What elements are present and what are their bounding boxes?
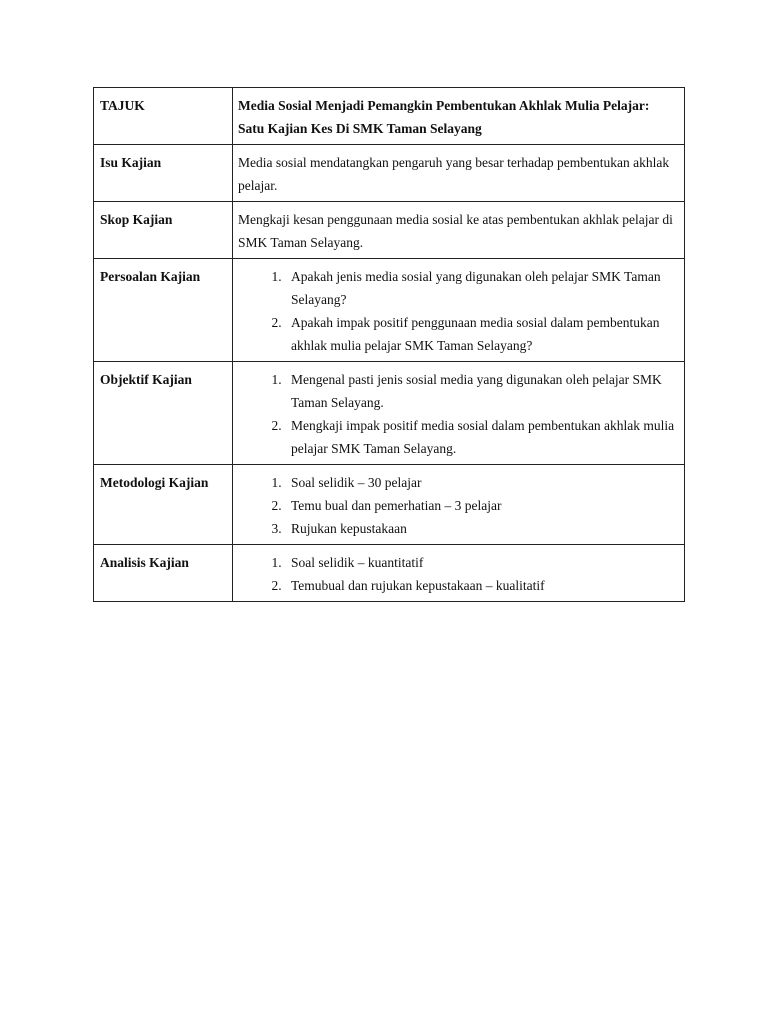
list-item: 2. Apakah impak positif penggunaan media sosial dalam pembentukan akhlak mulia pelajar SMK Taman Selayang? — [285, 311, 678, 357]
numbered-list — [238, 265, 678, 357]
row-label: Skop Kajian — [94, 202, 233, 259]
row-value — [233, 362, 685, 465]
list-item: 3. Rujukan kepustakaan — [285, 517, 678, 540]
row-value — [233, 259, 685, 362]
list-item: 2. Temubual dan rujukan kepustakaan – kualitatif — [285, 574, 678, 597]
row-value: Mengkaji kesan penggunaan media sosial ke atas pembentukan akhlak pelajar di SMK Taman Selayang. — [233, 202, 685, 259]
numbered-list — [238, 551, 678, 597]
row-persoalan-kajian — [94, 259, 685, 362]
row-skop-kajian — [94, 202, 685, 259]
row-label: Persoalan Kajian — [94, 259, 233, 362]
list-item: 1. Soal selidik – 30 pelajar — [285, 471, 678, 494]
row-isu-kajian — [94, 145, 685, 202]
numbered-list — [238, 471, 678, 540]
numbered-list — [238, 368, 678, 460]
row-objektif-kajian — [94, 362, 685, 465]
row-label: Analisis Kajian — [94, 545, 233, 602]
row-tajuk — [94, 88, 685, 145]
row-label: Objektif Kajian — [94, 362, 233, 465]
row-metodologi-kajian — [94, 465, 685, 545]
row-value — [233, 545, 685, 602]
list-item: 2. Mengkaji impak positif media sosial dalam pembentukan akhlak mulia pelajar SMK Taman Selayang. — [285, 414, 678, 460]
row-value: Media sosial mendatangkan pengaruh yang besar terhadap pembentukan akhlak pelajar. — [233, 145, 685, 202]
list-item: 1. Mengenal pasti jenis sosial media yang digunakan oleh pelajar SMK Taman Selayang. — [285, 368, 678, 414]
row-label: Isu Kajian — [94, 145, 233, 202]
list-item: 2. Temu bual dan pemerhatian – 3 pelajar — [285, 494, 678, 517]
row-analisis-kajian — [94, 545, 685, 602]
list-item: 1. Apakah jenis media sosial yang digunakan oleh pelajar SMK Taman Selayang? — [285, 265, 678, 311]
research-summary-table — [93, 87, 685, 602]
row-value — [233, 465, 685, 545]
row-label: TAJUK — [94, 88, 233, 145]
list-item: 1. Soal selidik – kuantitatif — [285, 551, 678, 574]
row-label: Metodologi Kajian — [94, 465, 233, 545]
row-value: Media Sosial Menjadi Pemangkin Pembentukan Akhlak Mulia Pelajar: Satu Kajian Kes Di SMK Taman Selayang — [233, 88, 685, 145]
